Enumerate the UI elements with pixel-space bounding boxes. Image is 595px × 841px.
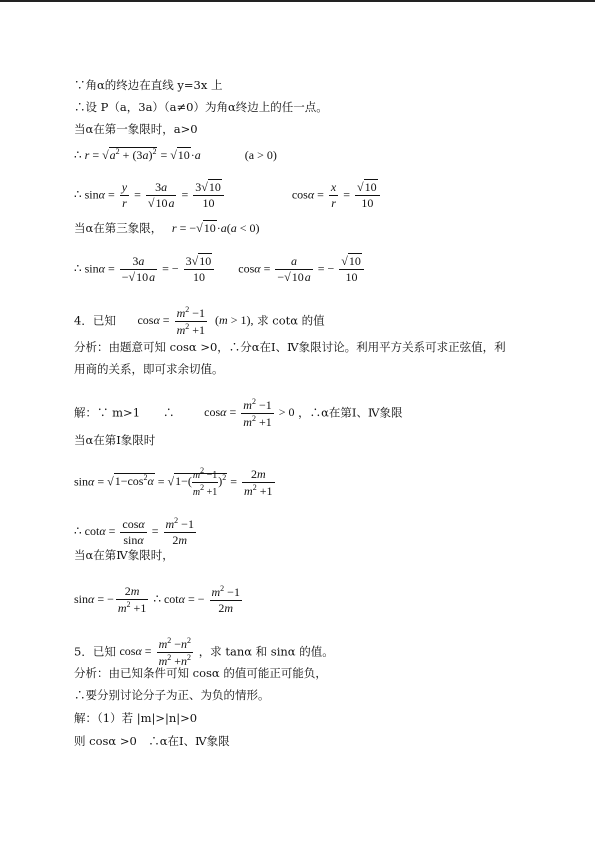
line-3: 当α在第一象限时，a>0 — [74, 122, 198, 136]
line-1: ∵角α的终边在直线 y=3x 上 — [74, 78, 223, 92]
line-quadrant-1: 当α在第Ⅰ象限时 — [74, 433, 156, 447]
eq-r-first-quadrant: ∴ $r = √a^2 + (3a)^2 = √10\cdot a$ (a > 0) — [74, 147, 277, 162]
line-third-quadrant: 当α在第三象限， r = −√10·a(a < 0) — [74, 221, 260, 235]
eq-sin-cos-first-quadrant: ∴ sinα = $\frac{y}{r}$ = $\frac{3a}{√10a}$ = $\frac{3√10}{10}$ cosα = $\frac{x}{r}$ = $\frac{√10}{10}$ — [74, 180, 382, 211]
eq-sin-cot-quadrant-4: sinα = − $\frac{2m}{m^2 +1}$ ∴ cotα = − $\frac{m^2 -1}{2m}$ — [74, 584, 240, 615]
problem-5-statement: 5．已知 cosα = $\frac{m^2 -n^2}{m^2 +n^2}$ ，求 tanα 和 sinα 的值。 — [74, 636, 334, 668]
solution-5-case-1: 解：（1）若 |m|>|n|>0 — [74, 711, 198, 725]
page-top-border — [0, 0, 595, 2]
solution-5-conclusion: 则 cosα >0 ∴α在Ⅰ、Ⅳ象限 — [74, 734, 230, 748]
solution-4-start: 解：∵ m>1 ∴ cosα = $\frac{m^2 -1}{m^2 +1}$ > 0 ，∴α在第Ⅰ、Ⅳ象限 — [74, 397, 403, 429]
eq-cot-quadrant-1: ∴ cotα = $\frac{\cos\alpha}{\sin\alpha}$ = $\frac{m^2 -1}{2m}$ — [74, 516, 194, 547]
analysis-5-line-1: 分析：由已知条件可知 cosα 的值可能正可能负， — [74, 666, 327, 680]
eq-sin-cos-third-quadrant: ∴ sinα = $\frac{3a}{-√10a}$ = − $\frac{3√10}{10}$ cosα = $\frac{a}{-√10a}$ = − $\frac{√10}{10}$ — [74, 254, 366, 285]
line-2: ∴设 P（a，3a）（a≠0）为角α终边上的任一点。 — [74, 100, 328, 114]
analysis-5-line-2: ∴要分别讨论分子为正、为负的情形。 — [74, 688, 270, 702]
problem-4-statement: 4．已知 cosα = $\frac{m^2 -1}{m^2 +1}$ (m > 1), 求 cotα 的值 — [74, 305, 325, 337]
analysis-4-line-2: 用商的关系，即可求余切值。 — [74, 362, 224, 376]
analysis-4-line-1: 分析：由题意可知 cosα >0，∴分α在Ⅰ、Ⅳ象限讨论。利用平方关系可求正弦值，利 — [74, 340, 506, 354]
line-quadrant-4: 当α在第Ⅳ象限时， — [74, 548, 174, 562]
eq-sin-quadrant-1: $\sin\alpha = √1-\cos^2\alpha = √1-$( $\frac{m^2 -1}{m^2 +1}$ )$^2$ = $\frac{2m}{m^2 +1}$ — [74, 466, 273, 498]
